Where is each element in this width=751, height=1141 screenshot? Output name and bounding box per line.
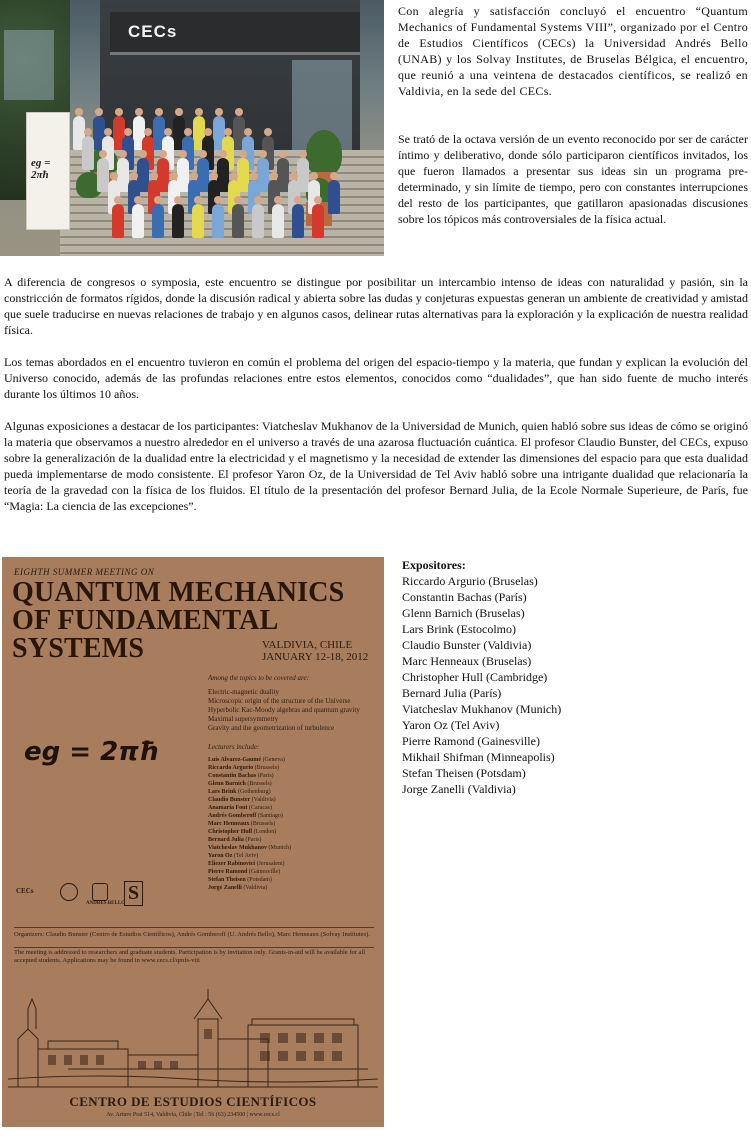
poster-lecturer: Anamaría Font (Caracas): [208, 805, 272, 811]
photo-person: [212, 204, 224, 238]
poster-topics-list: [208, 688, 360, 733]
poster-lecturer: Claudio Bunster (Valdivia): [208, 797, 276, 803]
photo-person-head: [199, 150, 207, 158]
photo-person-head: [110, 172, 118, 180]
photo-person-head: [124, 128, 132, 136]
speakers-section: [402, 557, 742, 797]
speaker-item: Constantin Bachas (París): [402, 590, 527, 604]
speaker-item: Christopher Hull (Cambridge): [402, 670, 548, 684]
photo-person: [192, 204, 204, 238]
photo-person: [112, 204, 124, 238]
event-poster: [2, 557, 384, 1127]
photo-person-head: [235, 108, 243, 116]
photo-person-head: [290, 172, 298, 180]
poster-place: VALDIVIA, CHILE: [262, 639, 353, 651]
photo-person-head: [210, 172, 218, 180]
speaker-item: Marc Henneaux (Bruselas): [402, 654, 532, 668]
poster-lecturer: Viatcheslav Mukhanov (Munich): [208, 845, 292, 851]
poster-lecturer: Christopher Hull (London): [208, 829, 277, 835]
photo-person-head: [219, 150, 227, 158]
photo-person-head: [144, 128, 152, 136]
poster-lecturer: Andrés Gomberoff (Santiago): [208, 813, 283, 819]
photo-person-head: [230, 172, 238, 180]
poster-lecturer: Eliezer Rabinovici (Jerusalem): [208, 861, 285, 867]
photo-banner: [26, 112, 70, 230]
poster-eyebrow: EIGHTH SUMMER MEETING ON: [14, 567, 155, 577]
poster-lecturer: Lars Brink (Gothenburg): [208, 789, 271, 795]
photo-person: [292, 204, 304, 238]
photo-person-head: [159, 150, 167, 158]
photo-person: [82, 136, 94, 170]
poster-institution: CENTRO DE ESTUDIOS CIENTÍFICOS: [69, 1094, 317, 1109]
poster-building-sketch: [8, 969, 378, 1089]
poster-topic: Microscopic origin of the structure of the Universe: [208, 697, 351, 705]
poster-topic: Electric-magnetic duality: [208, 688, 279, 696]
poster-organizers: Organizers: Claudio Bunster (Centro de Estudios Científicos), Andrés Gomberoff (U. Andrés Bello), Marc Henneaux (Solvay Institutes).: [14, 931, 370, 938]
photo-person-head: [190, 172, 198, 180]
photo-plant: [306, 130, 342, 176]
poster-topic: Hyperbolic Kac-Moody algebras and quantum gravity: [208, 706, 360, 714]
poster-topic: Maximal supersymmetry: [208, 715, 279, 723]
photo-person-head: [104, 128, 112, 136]
photo-person-head: [310, 172, 318, 180]
group-photo: [0, 0, 384, 256]
photo-person-head: [150, 172, 158, 180]
speaker-item: Claudio Bunster (Valdivia): [402, 638, 532, 652]
photo-person: [172, 204, 184, 238]
photo-person-head: [119, 150, 127, 158]
photo-person-head: [139, 150, 147, 158]
poster-topics-heading: Among the topics to be covered are:: [208, 674, 309, 682]
photo-person-head: [330, 172, 338, 180]
poster-lecturer: Jorge Zanelli (Valdivia): [208, 885, 268, 891]
photo-person-head: [314, 196, 322, 204]
photo-person-head: [244, 128, 252, 136]
photo-person-head: [134, 196, 142, 204]
photo-person-head: [75, 108, 83, 116]
photo-person-head: [264, 128, 272, 136]
photo-person-head: [130, 172, 138, 180]
photo-person-head: [195, 108, 203, 116]
photo-person-head: [270, 172, 278, 180]
poster-lecturer: Constantin Bachas (Paris): [208, 773, 274, 779]
poster-dates: JANUARY 12-18, 2012: [262, 651, 369, 663]
speaker-item: Stefan Theisen (Potsdam): [402, 766, 526, 780]
poster-title: QUANTUM MECHANICS OF FUNDAMENTAL SYSTEMS: [12, 577, 345, 664]
photo-person: [132, 204, 144, 238]
photo-person-head: [294, 196, 302, 204]
poster-formula: eg = 2πħ: [24, 737, 160, 767]
speaker-item: Glenn Barnich (Bruselas): [402, 606, 525, 620]
photo-person-head: [194, 196, 202, 204]
photo-person: [152, 204, 164, 238]
solvay-logo: S: [124, 881, 143, 906]
poster-divider: [14, 947, 374, 948]
speaker-item: Riccardo Argurio (Bruselas): [402, 574, 538, 588]
photo-person-head: [84, 128, 92, 136]
photo-person-head: [215, 108, 223, 116]
speakers-heading: Expositores:: [402, 558, 466, 572]
speaker-item: Jorge Zanelli (Valdivia): [402, 782, 516, 796]
poster-lecturer: Pierre Ramond (Gainesville): [208, 869, 281, 875]
cecs-logo: CECs: [16, 887, 34, 895]
photo-person: [232, 204, 244, 238]
body-paragraph-3: A diferencia de congresos o symposia, este encuentro se distingue por posibilitar un intercambio intenso de ideas con naturalidad y pasión, sin la constricción de formatos rígidos, donde la discusión radical y abierta sobre las dudas y conjeturas expuestas generan un ambiente de creatividad y amistad que suele traducirse en nuevas relaciones de trabajo y en algunos casos, delinear rutas alternativas para la exploración y la explicación de nuestra realidad física.: [4, 275, 748, 337]
poster-address: Av. Arturo Prat 514, Valdivia, Chile | Tel : 56 (63) 234500 | www.cecs.cl: [106, 1112, 280, 1118]
poster-logos: [16, 883, 146, 913]
unab-logo: ANDRES BELLO: [86, 901, 126, 906]
speaker-item: Pierre Ramond (Gainesville): [402, 734, 540, 748]
photo-person-head: [279, 150, 287, 158]
photo-person-head: [135, 108, 143, 116]
photo-person-head: [175, 108, 183, 116]
photo-person: [312, 204, 324, 238]
photo-person-head: [95, 108, 103, 116]
poster-lecturer: Riccardo Argurio (Brussels): [208, 765, 280, 771]
photo-person-head: [259, 150, 267, 158]
photo-person-head: [204, 128, 212, 136]
poster-lecturer: Stefan Theisen (Potsdam): [208, 877, 272, 883]
speaker-item: Viatcheslav Mukhanov (Munich): [402, 702, 562, 716]
poster-note: The meeting is addressed to researchers and graduate students. Participation is by invitation only. Grants-in-aid will be available for all accepted students. Applications may be found in www.cecs.cl/qmfs-viii: [14, 949, 366, 964]
photo-person-head: [250, 172, 258, 180]
speaker-item: Lars Brink (Estocolmo): [402, 622, 516, 636]
intro-paragraph-1: Con alegría y satisfacción concluyó el encuentro “Quantum Mechanics of Fundamental Systems VIII”, organizado por el Centro de Estudios Científicos (CECs) la Universidad Andrés Bello (UNAB) y los Solvay Institutes, de Bruselas Bélgica, el encuentro, que reunió a una veintena de destacados científicos, se realizó en Valdivia, en la sede del CECs.: [398, 4, 748, 98]
photo-person: [328, 180, 340, 214]
speaker-item: Mikhail Shifman (Minneapolis): [402, 750, 555, 764]
photo-person-head: [170, 172, 178, 180]
photo-person-head: [164, 128, 172, 136]
poster-lecturer: Luis Alvarez-Gaumé (Geneva): [208, 757, 285, 763]
poster-lecturer: Marc Henneaux (Brussels): [208, 821, 276, 827]
photo-window: [4, 30, 54, 100]
photo-person-head: [99, 150, 107, 158]
photo-person-head: [239, 150, 247, 158]
intro-paragraph-2: Se trató de la octava versión de un evento reconocido por ser de carácter íntimo y deliberativo, donde sólo participaron científicos invitados, los que fueron llamados a presentar sus ideas sin un programa pre-determinado, y sin límite de tiempo, pero con constantes interrupciones del resto de los participantes, que gatillaron apasionadas discusiones sobre los tópicos más controversiales de la física actual.: [398, 132, 748, 226]
photo-person-head: [224, 128, 232, 136]
speaker-item: Bernard Julia (París): [402, 686, 502, 700]
poster-topic: Gravity and the geometrization of turbulence: [208, 724, 335, 732]
photo-person: [252, 204, 264, 238]
photo-building-sign: CECs: [128, 22, 178, 41]
photo-person-head: [155, 108, 163, 116]
photo-person-head: [274, 196, 282, 204]
poster-lecturers-heading: Lecturers include:: [208, 743, 260, 751]
photo-person-head: [214, 196, 222, 204]
photo-banner-formula: eg = 2πħ: [31, 157, 51, 181]
poster-lecturer: Glenn Barnich (Brussels): [208, 781, 272, 787]
poster-lecturer: Yaron Oz (Tel Aviv): [208, 853, 259, 859]
speakers-list: [402, 573, 742, 797]
photo-person-head: [115, 108, 123, 116]
poster-lecturer: Bernard Julia (Paris): [208, 837, 262, 843]
poster-divider: [14, 927, 374, 928]
photo-person-head: [174, 196, 182, 204]
poster-place-date: [262, 639, 368, 663]
speaker-item: Yaron Oz (Tel Aviv): [402, 718, 500, 732]
poster-lecturers-list: [208, 756, 291, 892]
photo-person-head: [154, 196, 162, 204]
photo-person-head: [184, 128, 192, 136]
photo-person-head: [114, 196, 122, 204]
photo-person-head: [179, 150, 187, 158]
photo-person-head: [234, 196, 242, 204]
photo-person-head: [254, 196, 262, 204]
body-paragraph-5: Algunas exposiciones a destacar de los participantes: Viatcheslav Mukhanov de la Universidad de Munich, quien habló sobre sus ideas de cómo se originó la materia que observamos a nuestro alrededor en el universo a través de una azarosa fluctuación cuántica. El profesor Claudio Bunster, del CECs, expuso sobre la generalización de la dualidad entre la electricidad y el magnetismo y la necesidad de extender las dimensiones del espacio para que esta dualidad pueda implementarse de modo consistente. El profesor Yaron Oz, de la Universidad de Tel Aviv habló sobre una intrigante dualidad que relacionaría la teoría de la gravedad con la física de los fluidos. El título de la presentación del profesor Bernard Julia, de la Ecole Normale Superieure, de París, fue “Magia: La ciencia de las excepciones”.: [4, 419, 748, 513]
body-paragraph-4: Los temas abordados en el encuentro tuvieron en común el problema del origen del espacio-tiempo y la materia, que fundan y explican la evolución del Universo conocido, además de las profundas relaciones entre estos elementos, conocidos como “dualidades”, que han sido fuente de mucho interés durante los últimos 10 años.: [4, 355, 748, 401]
cecs-emblem-icon: [60, 883, 78, 901]
photo-person: [272, 204, 284, 238]
photo-person-head: [299, 150, 307, 158]
unab-shield-icon: [92, 883, 108, 901]
